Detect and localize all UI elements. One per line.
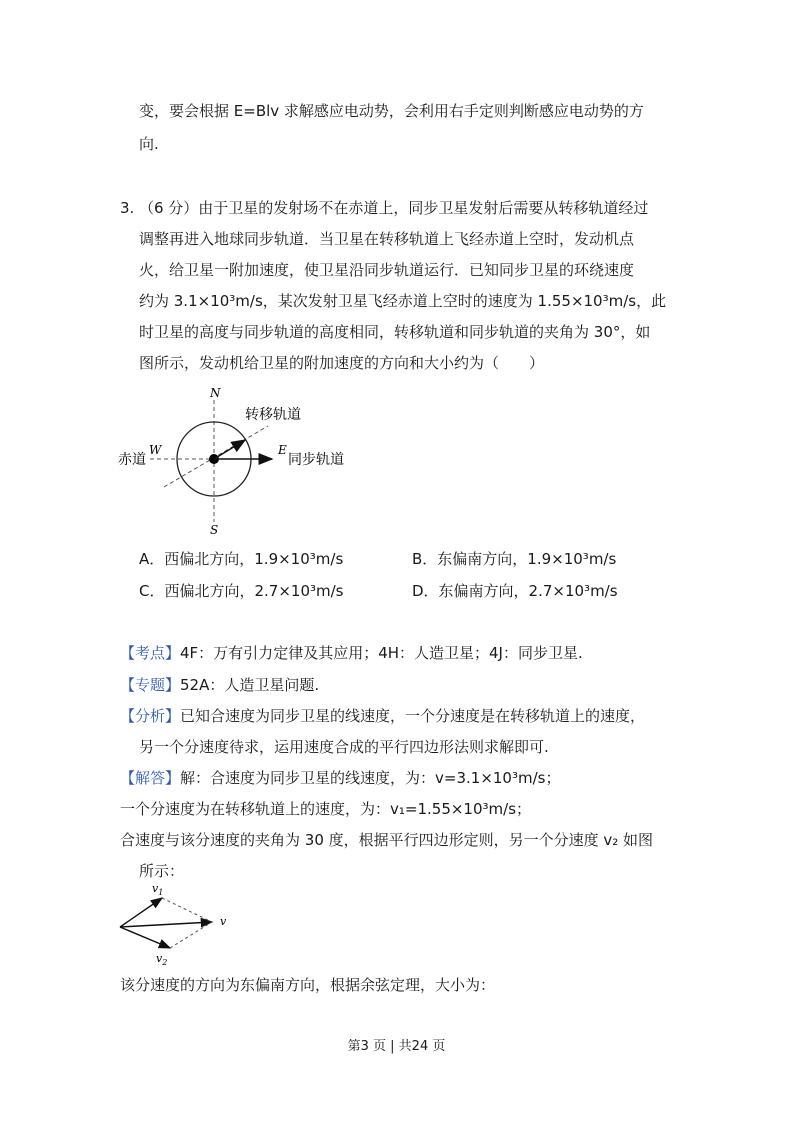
sync-orbit-label: 同步轨道: [288, 452, 344, 468]
option-a[interactable]: A．西偏北方向，1.9×10³m/s: [139, 550, 344, 568]
solution-line-c: 所示：: [139, 862, 185, 880]
fenxi-text-2: 另一个分速度待求，运用速度合成的平行四边形法则求解即可.: [139, 738, 549, 756]
question-number: 3.: [120, 199, 135, 217]
option-c[interactable]: C．西偏北方向，2.7×10³m/s: [139, 582, 344, 600]
transfer-orbit-label: 转移轨道: [245, 407, 301, 423]
zhuanti-tag: 【专题】: [120, 676, 181, 694]
dashed-v1-to-v: [162, 898, 212, 922]
solution-line-b: 合速度与该分速度的夹角为 30 度，根据平行四边形定则，另一个分速度 v₂ 如图: [120, 831, 654, 849]
kaodian-text: 4F：万有引力定律及其应用；4H：人造卫星；4J：同步卫星.: [180, 644, 583, 662]
intro-line-2: 向.: [139, 135, 159, 153]
jieda-text: 解：合速度为同步卫星的线速度，为：v=3.1×10³m/s；: [180, 769, 561, 787]
solution-line-d: 该分速度的方向为东偏南方向，根据余弦定理，大小为：: [120, 976, 496, 994]
velocity-diagram: [112, 880, 242, 970]
option-b[interactable]: B．东偏南方向，1.9×10³m/s: [412, 550, 617, 568]
v2-label: $v_2$: [156, 952, 168, 967]
option-d[interactable]: D．东偏南方向，2.7×10³m/s: [412, 582, 618, 600]
v1-label: $v_1$: [152, 882, 164, 897]
v1-arrow: [120, 898, 162, 927]
east-label: E: [278, 443, 287, 457]
fenxi-line: [120, 706, 645, 726]
dashed-v2-to-v: [170, 922, 212, 948]
question-line-6: 图所示，发动机给卫星的附加速度的方向和大小约为（ ）: [139, 354, 545, 372]
transfer-velocity-arrow: [214, 440, 245, 459]
fenxi-tag: 【分析】: [120, 707, 181, 725]
question-line-2: 调整再进入地球同步轨道．当卫星在转移轨道上飞经赤道上空时，发动机点: [139, 230, 635, 248]
zhuanti-text: 52A：人造卫星问题.: [180, 676, 320, 694]
jieda-line: [120, 768, 560, 788]
west-label: W: [149, 443, 162, 457]
question-line-4: 约为 3.1×10³m/s，某次发射卫星飞经赤道上空时的速度为 1.55×10³m/s，此: [139, 292, 667, 310]
page-footer: 第3 页 | 共24 页: [347, 1039, 446, 1054]
solution-line-a: 一个分速度为在转移轨道上的速度，为：v₁=1.55×10³m/s；: [120, 800, 532, 818]
v-arrow: [120, 922, 212, 927]
orbit-diagram: [110, 382, 360, 537]
question-line-5: 时卫星的高度与同步轨道的高度相同，转移轨道和同步轨道的夹角为 30°，如: [139, 323, 651, 341]
zhuanti-line: [120, 675, 319, 695]
v2-arrow: [120, 927, 170, 948]
jieda-tag: 【解答】: [120, 769, 181, 787]
kaodian-line: [120, 643, 583, 663]
question-line-1: （6 分）由于卫星的发射场不在赤道上，同步卫星发射后需要从转移轨道经过: [139, 199, 649, 217]
question-line-3: 火，给卫星一附加速度，使卫星沿同步轨道运行．已知同步卫星的环绕速度: [139, 261, 635, 279]
kaodian-tag: 【考点】: [120, 644, 181, 662]
south-label: S: [210, 523, 219, 537]
fenxi-text-1: 已知合速度为同步卫星的线速度，一个分速度是在转移轨道上的速度，: [180, 707, 646, 725]
north-label: N: [210, 386, 221, 400]
intro-line-1: 变，要会根据 E=Blv 求解感应电动势，会利用右手定则判断感应电动势的方: [139, 102, 644, 120]
v-label: v: [220, 915, 227, 928]
equator-label: 赤道: [118, 452, 146, 468]
